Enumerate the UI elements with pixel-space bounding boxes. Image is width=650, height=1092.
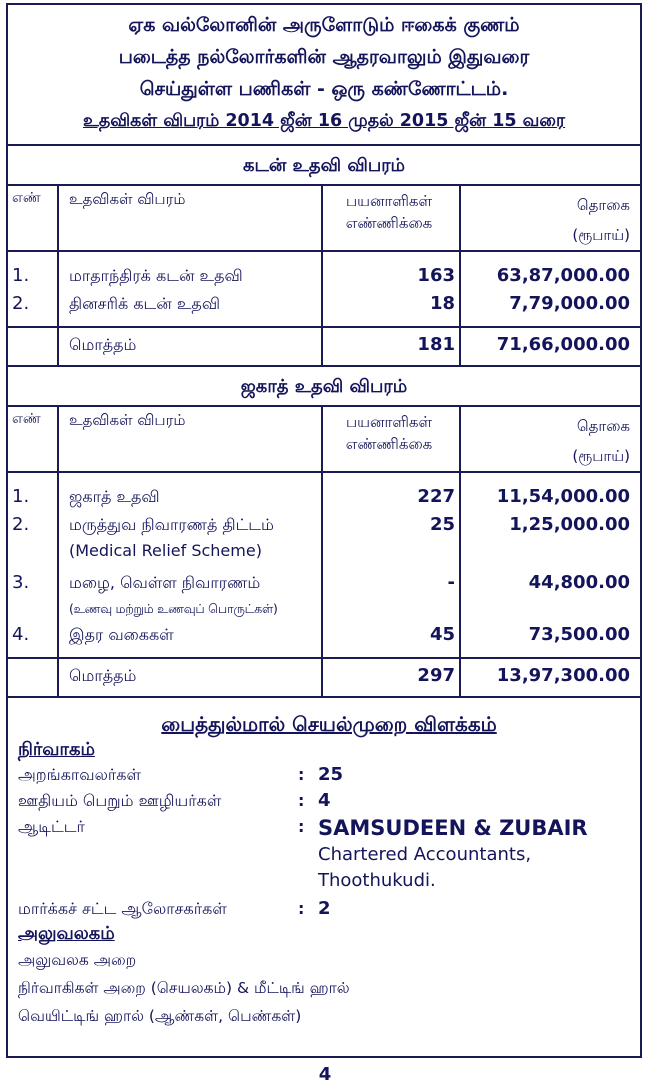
heading-line-2: படைத்த நல்லோர்களின் ஆதரவாலும் இதுவரை bbox=[118, 46, 530, 68]
heading-line-3: செய்துள்ள பணிகள் - ஒரு கண்ணோட்டம். bbox=[139, 78, 509, 100]
col-no-header: எண் bbox=[8, 406, 58, 472]
col-details-header: உதவிகள் விபரம் bbox=[58, 185, 322, 251]
document-frame bbox=[6, 3, 642, 1058]
period-title: உதவிகள் விபரம் 2014 ஜீன் 16 முதல் 2015 ஜீன் 15 வரை bbox=[82, 111, 566, 131]
auditor-line-2: Chartered Accountants, bbox=[318, 844, 532, 865]
auditor-line-3: Thoothukudi. bbox=[318, 870, 436, 891]
office-line: அலுவலக அறை bbox=[18, 951, 137, 969]
table-row: 1. மாதாந்திரக் கடன் உதவி 163 63,87,000.00 bbox=[8, 251, 640, 290]
admin-section bbox=[8, 696, 640, 1030]
staff-row: ஊதியம் பெறும் ஊழியர்கள் : 4 bbox=[18, 790, 331, 811]
management-heading: நிர்வாகம் bbox=[18, 739, 95, 760]
table-row: 1. ஜகாத் உதவி 227 11,54,000.00 bbox=[8, 472, 640, 511]
loan-total-row: மொத்தம் 181 71,66,000.00 bbox=[8, 327, 640, 365]
page-heading bbox=[8, 5, 640, 105]
zakat-table-header bbox=[8, 406, 640, 472]
col-beneficiaries-header: பயனாளிகள் எண்ணிக்கை bbox=[322, 406, 460, 472]
table-row: 4. இதர வகைகள் 45 73,500.00 bbox=[8, 621, 640, 658]
col-amount-header: தொகை (ரூபாய்) bbox=[460, 185, 640, 251]
col-details-header: உதவிகள் விபரம் bbox=[58, 406, 322, 472]
col-beneficiaries-header: பயனாளிகள் எண்ணிக்கை bbox=[322, 185, 460, 251]
col-amount-header: தொகை (ரூபாய்) bbox=[460, 406, 640, 472]
page-number: 4 bbox=[318, 1064, 332, 1085]
loan-table-header bbox=[8, 185, 640, 251]
office-line: வெயிட்டிங் ஹால் (ஆண்கள், பெண்கள்) bbox=[18, 1007, 302, 1025]
heading-line-1: ஏக வல்லோனின் அருளோடும் ஈகைக் குணம் bbox=[128, 14, 520, 36]
table-row: 2. தினசரிக் கடன் உதவி 18 7,79,000.00 bbox=[8, 290, 640, 327]
table-row: 3. மழை, வெள்ள நிவாரணம் (உணவு மற்றும் உணவுப் பொருட்கள்) - 44,800.00 bbox=[8, 563, 640, 621]
office-heading: அலுவலகம் bbox=[18, 923, 115, 944]
advisors-row: மார்க்கச் சட்ட ஆலோசகர்கள் : 2 bbox=[18, 898, 331, 919]
loan-table bbox=[8, 184, 640, 365]
trustees-row: அறங்காவலர்கள் : 25 bbox=[18, 764, 344, 785]
col-no-header: எண் bbox=[8, 185, 58, 251]
table-row: 2. மருத்துவ நிவாரணத் திட்டம் (Medical Relief Scheme) 25 1,25,000.00 bbox=[8, 511, 640, 563]
admin-title: பைத்துல்மால் செயல்முறை விளக்கம் bbox=[161, 712, 497, 736]
loan-section-title: கடன் உதவி விபரம் bbox=[8, 144, 640, 184]
zakat-section-title: ஜகாத் உதவி விபரம் bbox=[8, 365, 640, 405]
office-line: நிர்வாகிகள் அறை (செயலகம்) & மீட்டிங் ஹால் bbox=[18, 979, 350, 997]
auditor-row: ஆடிட்டர் : SAMSUDEEN & ZUBAIR bbox=[18, 816, 588, 840]
zakat-table bbox=[8, 405, 640, 696]
zakat-total-row: மொத்தம் 297 13,97,300.00 bbox=[8, 658, 640, 696]
